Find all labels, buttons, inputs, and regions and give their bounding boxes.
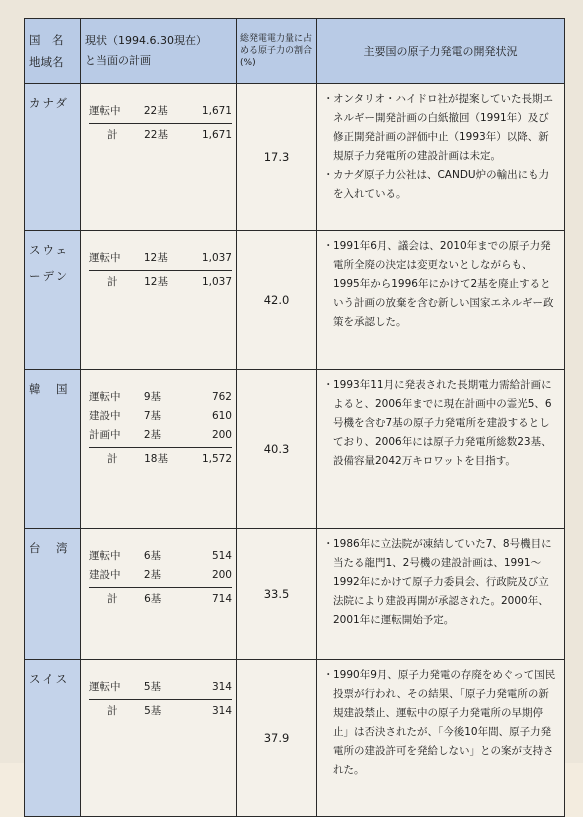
status-description xyxy=(317,370,565,529)
unit-count: 2基 xyxy=(143,429,162,441)
unit-capacity: 610 xyxy=(211,410,232,422)
bullet-text: 1991年6月、議会は、2010年までの原子力発電所全廃の決定は変更ないとしながらも、1995年から1996年にかけて2基を廃止するという計画の放棄を含む新しい国家エネルギー政策を承認した。 xyxy=(333,240,554,328)
unit-status: 運転中 xyxy=(89,550,121,562)
table-row xyxy=(25,231,565,370)
unit-capacity: 714 xyxy=(211,593,232,605)
status-description xyxy=(317,231,565,370)
unit-total-row xyxy=(89,123,232,145)
unit-count: 22基 xyxy=(144,129,168,141)
unit-capacity: 314 xyxy=(211,705,232,717)
share-value: 17.3 xyxy=(237,84,317,231)
share-value: 40.3 xyxy=(237,370,317,529)
unit-row xyxy=(89,102,232,121)
status-description xyxy=(317,84,565,231)
country-name: スウェーデン xyxy=(25,231,81,370)
units-cell xyxy=(81,231,237,370)
unit-count: 7基 xyxy=(143,410,162,422)
unit-row xyxy=(89,407,232,426)
share-value: 33.5 xyxy=(237,529,317,660)
unit-status: 計 xyxy=(107,593,118,605)
country-name: 台 湾 xyxy=(25,529,81,660)
bullet-item: ・ オンタリオ・ハイドロ社が提案していた長期エネルギー開発計画の白紙撤回（1991年）及び修正開発計画の評価中止（1993年）以降、新規原子力発電所の建設計画は未定。 xyxy=(323,90,558,166)
unit-capacity: 514 xyxy=(211,550,232,562)
share-value: 37.9 xyxy=(237,660,317,817)
unit-capacity: 200 xyxy=(211,569,232,581)
units-cell xyxy=(81,84,237,231)
header-current xyxy=(81,19,237,84)
unit-count: 9基 xyxy=(143,391,162,403)
bullet-item: ・ カナダ原子力公社は、CANDU炉の輸出にも力を入れている。 xyxy=(323,166,558,204)
unit-count: 6基 xyxy=(144,593,162,605)
unit-status: 計 xyxy=(107,705,118,717)
unit-status: 建設中 xyxy=(89,569,121,581)
unit-row xyxy=(89,388,232,407)
bullet-text: 1990年9月、原子力発電の存廃をめぐって国民投票が行われ、その結果、「原子力発電所の新規建設禁止、運転中の原子力発電所の早期停止」は否決されたが、「今後10年間、原子力発電所の建設許可を発給しない」との案が支持された。 xyxy=(333,669,556,776)
unit-row xyxy=(89,249,232,268)
unit-row xyxy=(89,547,232,566)
status-description xyxy=(317,529,565,660)
unit-count: 18基 xyxy=(144,453,168,465)
unit-status: 計 xyxy=(107,129,118,141)
status-description xyxy=(317,660,565,817)
country-name: カナダ xyxy=(25,84,81,231)
table-row xyxy=(25,84,565,231)
header-row xyxy=(25,19,565,84)
unit-count: 22基 xyxy=(143,105,168,117)
unit-capacity: 1,037 xyxy=(201,252,232,264)
unit-capacity: 762 xyxy=(211,391,232,403)
unit-status: 運転中 xyxy=(89,105,121,117)
unit-status: 計画中 xyxy=(89,429,121,441)
unit-total-row xyxy=(89,699,232,721)
unit-count: 5基 xyxy=(144,705,162,717)
country-name: スイス xyxy=(25,660,81,817)
unit-row xyxy=(89,426,232,445)
units-cell xyxy=(81,370,237,529)
unit-capacity: 1,572 xyxy=(201,453,232,465)
unit-capacity: 200 xyxy=(211,429,232,441)
bullet-text: カナダ原子力公社は、CANDU炉の輸出にも力を入れている。 xyxy=(333,169,550,200)
table-row xyxy=(25,660,565,817)
unit-status: 計 xyxy=(107,453,118,465)
bullet-item: ・ 1986年に立法院が凍結していた7、8号機目に当たる龍門1、2号機の建設計画は、1991～1992年にかけて原子力委員会、行政院及び立法院により建設再開が承認された。2000年、2001年に運転開始予定。 xyxy=(323,535,558,630)
country-name: 韓 国 xyxy=(25,370,81,529)
header-status: 主要国の原子力発電の開発状況 xyxy=(317,19,565,84)
unit-total-row xyxy=(89,447,232,469)
bullet-item: ・ 1991年6月、議会は、2010年までの原子力発電所全廃の決定は変更ないとしながらも、1995年から1996年にかけて2基を廃止するという計画の放棄を含む新しい国家エネルギー政策を承認した。 xyxy=(323,237,558,332)
unit-status: 運転中 xyxy=(89,391,121,403)
bullet-text: 1986年に立法院が凍結していた7、8号機目に当たる龍門1、2号機の建設計画は、1991～1992年にかけて原子力委員会、行政院及び立法院により建設再開が承認された。2000年、2001年に運転開始予定。 xyxy=(333,538,552,626)
bullet-text: 1993年11月に発表された長期電力需給計画によると、2006年までに現在計画中の霊光5、6号機を含む7基の原子力発電所を建設するとしており、2006年には原子力発電所総数23基、設備容量2042万キロワットを目指す。 xyxy=(333,379,552,467)
unit-capacity: 314 xyxy=(211,681,232,693)
header-country-line2: 地域名 xyxy=(29,55,64,69)
unit-row xyxy=(89,678,232,697)
unit-status: 計 xyxy=(107,276,118,288)
header-current-line2: と当面の計画 xyxy=(85,54,151,67)
unit-capacity: 1,671 xyxy=(201,129,232,141)
unit-status: 運転中 xyxy=(89,681,121,693)
header-current-line1: 現状（1994.6.30現在） xyxy=(85,34,207,47)
table-row xyxy=(25,370,565,529)
bullet-item: ・ 1993年11月に発表された長期電力需給計画によると、2006年までに現在計画中の霊光5、6号機を含む7基の原子力発電所を建設するとしており、2006年には原子力発電所総数23基、設備容量2042万キロワットを目指す。 xyxy=(323,376,558,471)
bullet-text: オンタリオ・ハイドロ社が提案していた長期エネルギー開発計画の白紙撤回（1991年）及び修正開発計画の評価中止（1993年）以降、新規原子力発電所の建設計画は未定。 xyxy=(333,93,553,162)
unit-capacity: 1,671 xyxy=(201,105,232,117)
unit-count: 6基 xyxy=(143,550,162,562)
table-row xyxy=(25,529,565,660)
share-value: 42.0 xyxy=(237,231,317,370)
nuclear-status-table xyxy=(24,18,565,817)
unit-total-row xyxy=(89,270,232,292)
unit-count: 12基 xyxy=(143,252,168,264)
unit-count: 12基 xyxy=(144,276,168,288)
header-country-line1: 国 名 xyxy=(29,33,64,47)
units-cell xyxy=(81,529,237,660)
unit-count: 5基 xyxy=(143,681,162,693)
header-share: 総発電電力量に占める原子力の割合(%) xyxy=(237,19,317,84)
unit-status: 運転中 xyxy=(89,252,121,264)
unit-capacity: 1,037 xyxy=(201,276,232,288)
unit-row xyxy=(89,566,232,585)
unit-total-row xyxy=(89,587,232,609)
units-cell xyxy=(81,660,237,817)
header-country xyxy=(25,19,81,84)
unit-count: 2基 xyxy=(143,569,162,581)
bullet-item: ・ 1990年9月、原子力発電の存廃をめぐって国民投票が行われ、その結果、「原子力発電所の新規建設禁止、運転中の原子力発電所の早期停止」は否決されたが、「今後10年間、原子力発電所の建設許可を発給しない」との案が支持された。 xyxy=(323,666,558,780)
unit-status: 建設中 xyxy=(89,410,121,422)
